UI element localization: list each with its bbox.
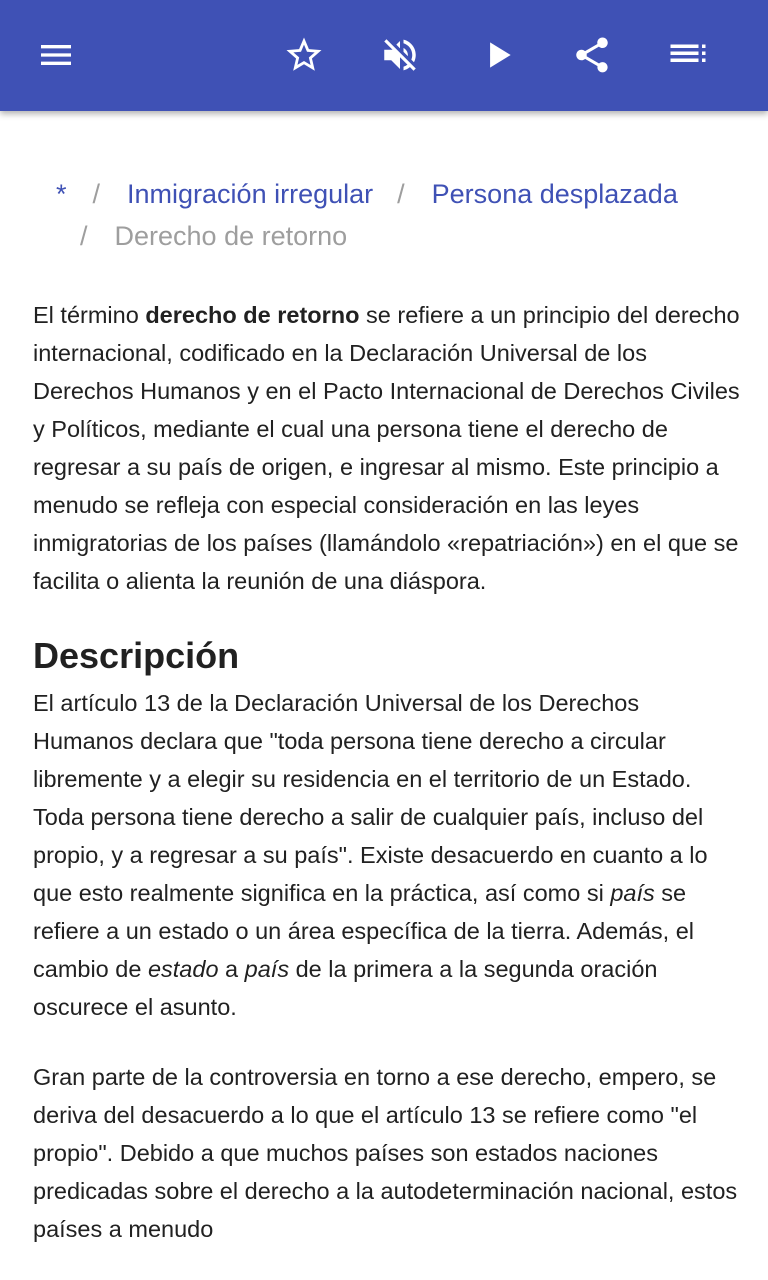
menu-icon	[36, 35, 76, 75]
breadcrumb-separator: /	[80, 221, 88, 251]
paragraph-emphasis: estado	[147, 956, 219, 982]
paragraph-text: El artículo 13 de la Declaración Universal de los Derechos Humanos declara que "toda persona tiene derecho a circular libremente y a elegir su residencia en el territorio de un Estado. Toda persona tiene derecho a salir de cualquier país, incluso del propio, y a regresar a su país". Existe desacuerdo en cuanto a lo que esto realmente significa en la práctica, así como si	[33, 690, 708, 906]
play-icon	[479, 36, 517, 74]
star-outline-icon	[283, 34, 325, 76]
breadcrumb-separator: /	[92, 179, 101, 209]
section-title: Descripción	[33, 635, 240, 676]
breadcrumb-separator: /	[397, 179, 405, 209]
intro-text: se refiere a un principio del derecho internacional, codificado en la Declaración Universal de los Derechos Humanos y en el Pacto Internacional de Derechos Civiles y Políticos, mediante el cual una persona tiene el derecho de regresar a su país de origen, e ingresar al mismo. Este principio a menudo se refleja con especial consideración en las leyes inmigratorias de los países (llamándolo «repatriación») en el que se facilita o alienta la reunión de una diáspora.	[33, 302, 740, 594]
playlist-icon	[667, 34, 709, 76]
description-paragraph	[33, 684, 741, 1026]
menu-button[interactable]	[28, 27, 84, 83]
share-button[interactable]	[564, 27, 620, 83]
breadcrumb-link-inmigracion[interactable]: Inmigración irregular	[127, 179, 374, 209]
paragraph-emphasis: país	[244, 956, 290, 982]
paragraph-emphasis: país	[610, 880, 655, 906]
intro-text: El término	[33, 302, 146, 328]
controversy-paragraph: Gran parte de la controversia en torno a ese derecho, empero, se deriva del desacuerdo a lo que el artículo 13 se refiere como "el propio". Debido a que muchos países son estados naciones predicadas sobre el derecho a la autodeterminación nacional, estos países a menudo	[33, 1064, 738, 1242]
volume-off-icon	[379, 34, 421, 76]
contents-button[interactable]	[660, 27, 716, 83]
share-icon	[571, 34, 613, 76]
play-button[interactable]	[470, 27, 526, 83]
mute-button[interactable]	[372, 27, 428, 83]
article-content	[0, 111, 768, 1280]
app-toolbar	[0, 0, 768, 111]
breadcrumb-link-persona[interactable]: Persona desplazada	[431, 179, 678, 209]
intro-term: derecho de retorno	[145, 302, 360, 328]
favorite-button[interactable]	[276, 27, 332, 83]
paragraph-text: de la primera a la segunda oración oscurece el asunto.	[33, 956, 658, 1020]
intro-paragraph	[33, 296, 741, 600]
article-body	[33, 296, 741, 1280]
paragraph-text: se refiere a un estado o un área específica de la tierra. Además, el cambio de	[33, 880, 695, 982]
paragraph-text: a	[218, 956, 245, 982]
breadcrumb-root-link[interactable]: *	[56, 179, 67, 209]
breadcrumb-current: Derecho de retorno	[114, 221, 348, 251]
